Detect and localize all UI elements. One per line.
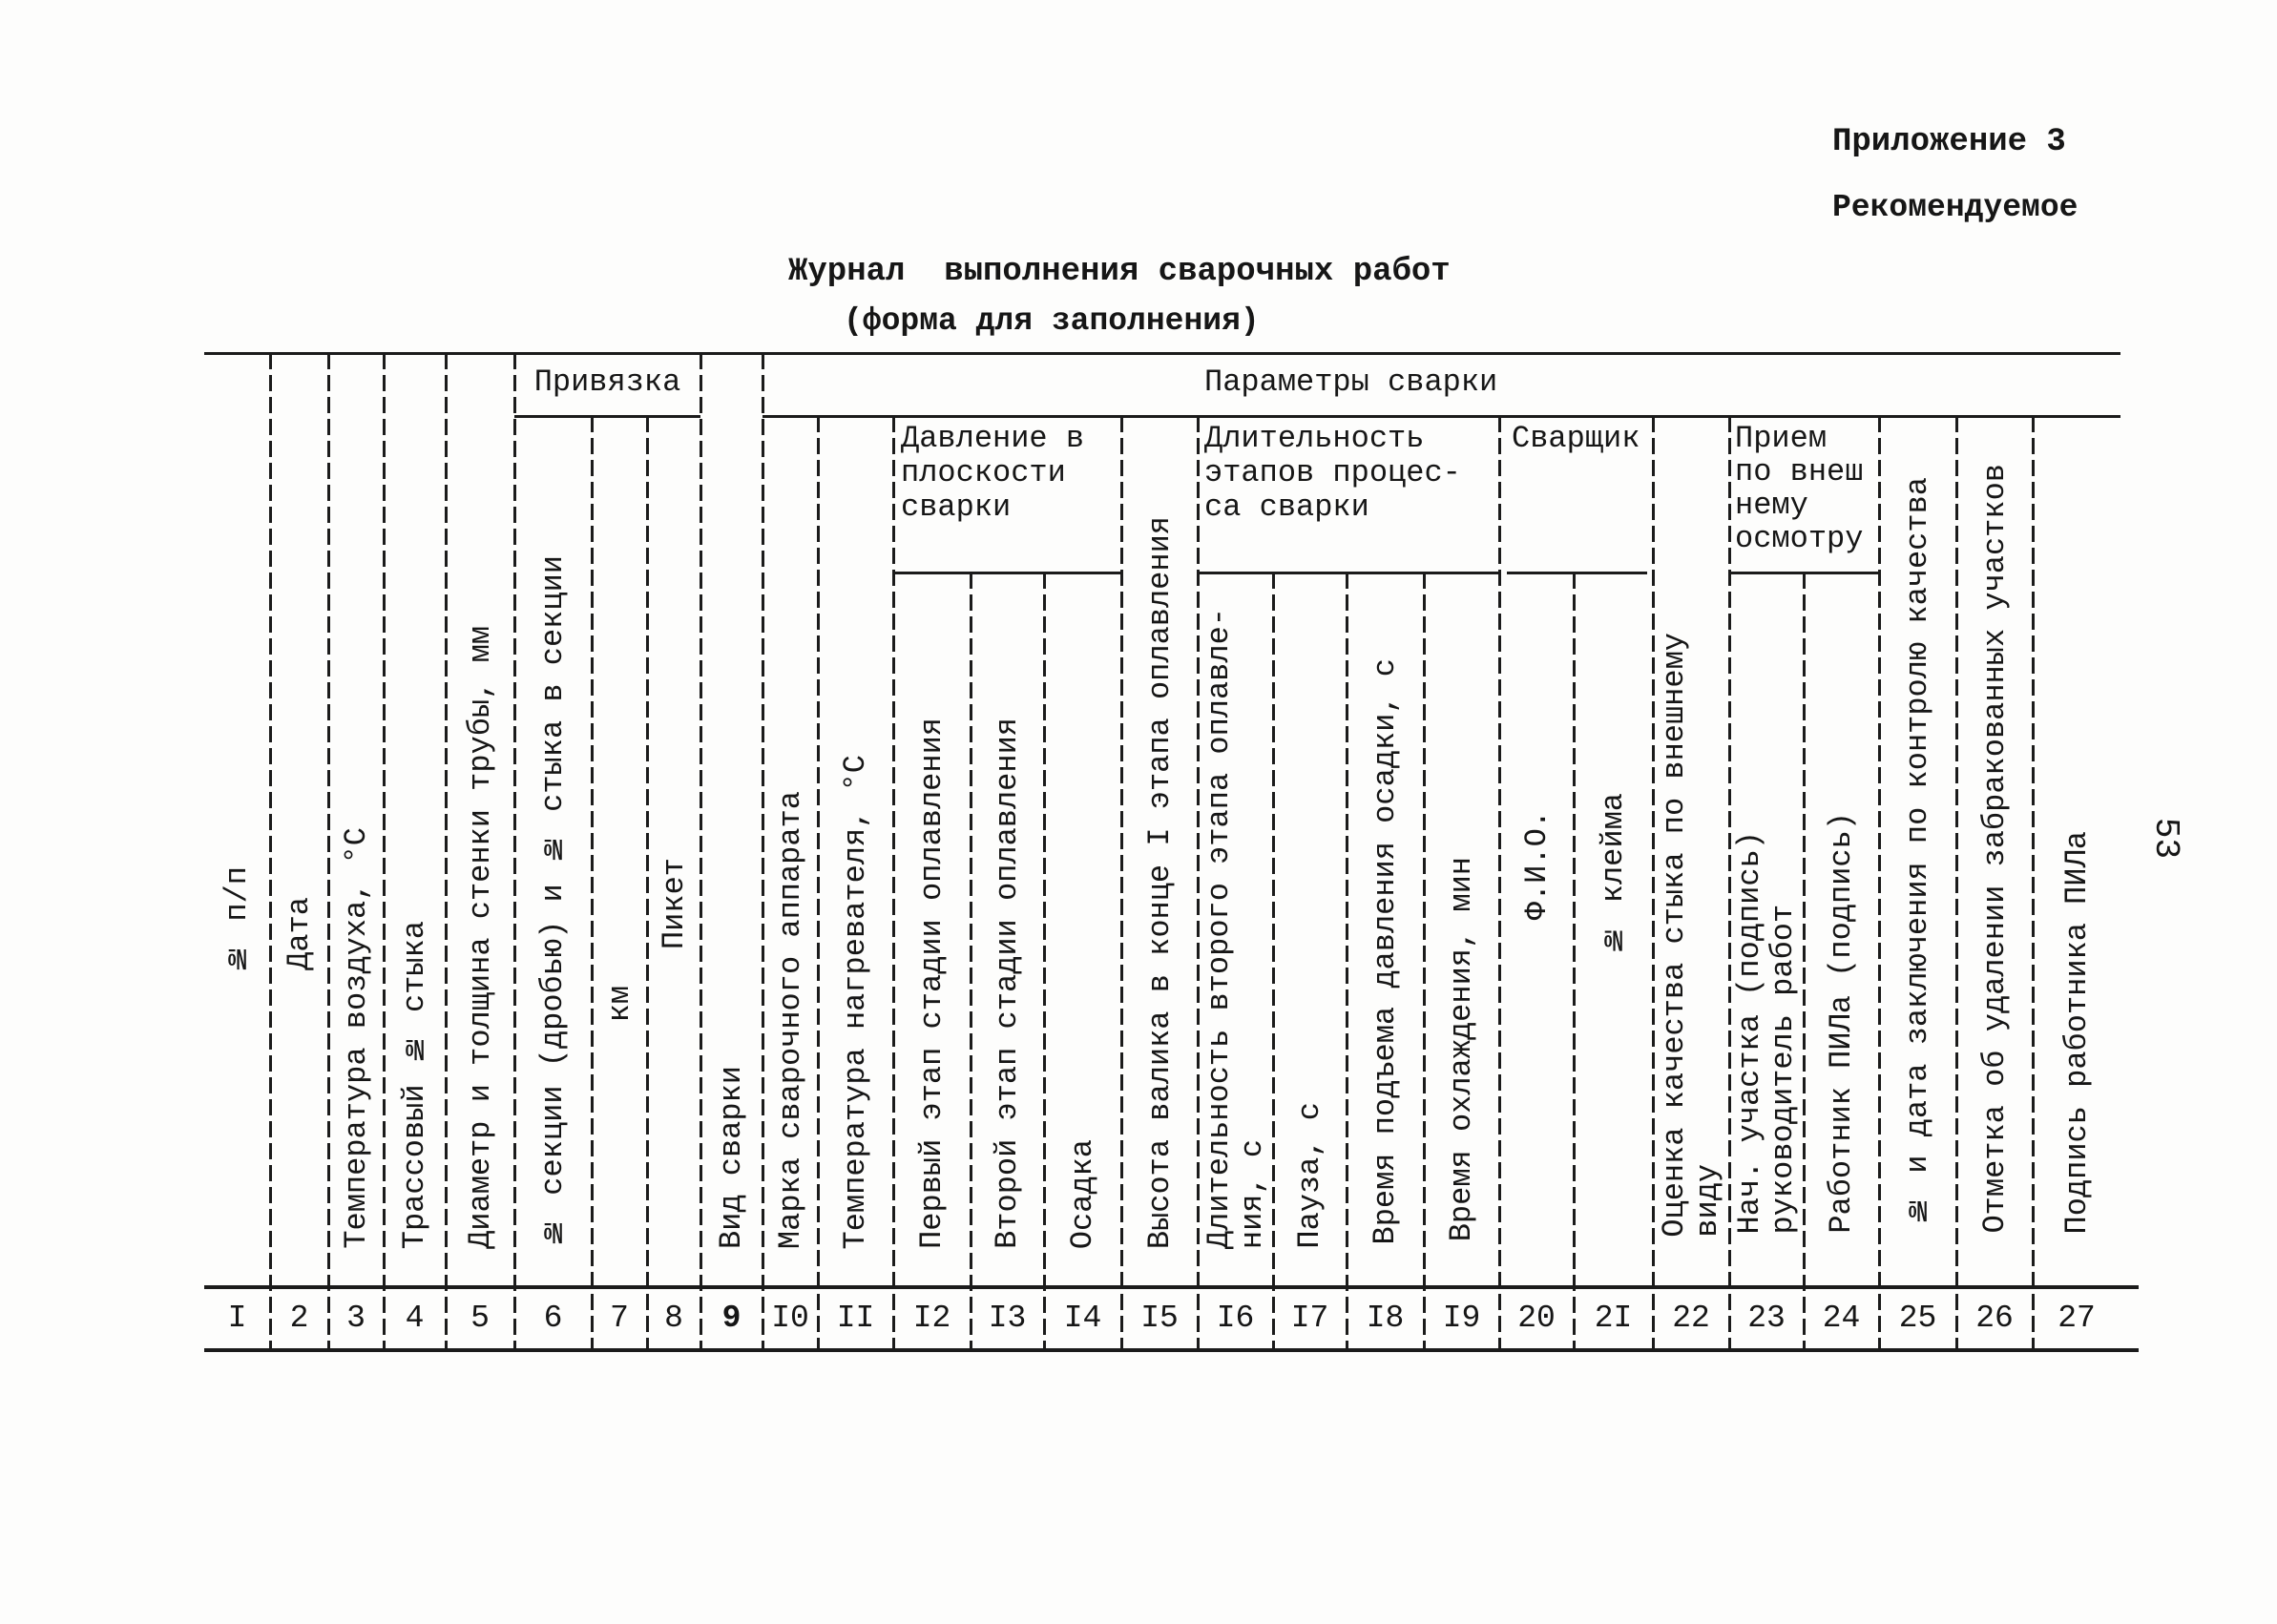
column-number: 9 bbox=[721, 1301, 742, 1336]
visual-acceptance-group-header: Прием по внеш нему осмотру bbox=[1735, 421, 1864, 556]
section-joint-number-header bbox=[514, 416, 592, 1287]
heater-temperature-header bbox=[818, 416, 893, 1287]
column-number: 8 bbox=[664, 1301, 683, 1336]
column-header-label: Марка сварочного аппарата bbox=[772, 790, 808, 1249]
column-header-label: Ф.И.О. bbox=[1518, 809, 1555, 920]
column-header-label: Время охлаждения, мин bbox=[1444, 856, 1479, 1241]
duration-group-header: Длительность этапов процес- са сварки bbox=[1204, 421, 1461, 525]
joint-number-header bbox=[384, 353, 446, 1287]
column-header-label: Температура нагревателя, °С bbox=[838, 754, 873, 1249]
pressure-group-header: Давление в плоскости сварки bbox=[901, 421, 1085, 525]
column-number: 5 bbox=[470, 1301, 490, 1336]
km-header bbox=[592, 416, 647, 1287]
column-header-label: Пауза, с bbox=[1292, 1102, 1327, 1249]
row-number-header bbox=[204, 353, 270, 1287]
appendix-status: Рекомендуемое bbox=[1832, 190, 2079, 225]
column-number: I9 bbox=[1442, 1301, 1481, 1336]
column-header-label: Работник ПИЛа (подпись) bbox=[1824, 812, 1859, 1234]
journal-subtitle: (форма для заполнения) bbox=[844, 303, 1260, 339]
welder-name-header bbox=[1499, 573, 1574, 1287]
column-number: 26 bbox=[1975, 1301, 2014, 1336]
column-number: I6 bbox=[1216, 1301, 1255, 1336]
column-number: 23 bbox=[1747, 1301, 1786, 1336]
site-supervisor-signature-header bbox=[1729, 573, 1804, 1287]
journal-title: Журнал выполнения сварочных работ bbox=[788, 254, 1451, 290]
column-number: I8 bbox=[1366, 1301, 1405, 1336]
column-number: I4 bbox=[1063, 1301, 1102, 1336]
second-stage-duration-header bbox=[1198, 573, 1273, 1287]
column-header-label: Вид сварки bbox=[714, 1065, 749, 1249]
column-header-label: Высота валика в конце I этапа оплавления bbox=[1141, 515, 1178, 1249]
column-number: 2 bbox=[289, 1301, 309, 1336]
column-header-label: Второй этап стадии оплавления bbox=[990, 718, 1025, 1249]
column-header-label: № и дата заключения по контролю качества bbox=[1900, 477, 1935, 1227]
column-number: I bbox=[227, 1301, 247, 1336]
column-header-label: Нач. участка (подпись) руководитель работ bbox=[1732, 830, 1801, 1234]
column-header-label: Дата bbox=[282, 897, 317, 970]
column-header-label: км bbox=[601, 985, 637, 1022]
column-number: I5 bbox=[1140, 1301, 1179, 1336]
welder-group-header: Сварщик bbox=[1512, 421, 1640, 456]
privyazka-group-header: Привязка bbox=[533, 364, 681, 400]
column-number: I3 bbox=[988, 1301, 1027, 1336]
column-number: II bbox=[836, 1301, 875, 1336]
quality-report-header bbox=[1879, 416, 1956, 1287]
welder-stamp-header bbox=[1574, 573, 1653, 1287]
air-temperature-header bbox=[328, 353, 384, 1287]
upset-header bbox=[1044, 573, 1121, 1287]
column-header-label: Время подъема давления осадки, с bbox=[1368, 657, 1403, 1244]
pause-header bbox=[1273, 573, 1347, 1287]
column-header-label: Отметка об удалении забракованных участков bbox=[1976, 464, 2013, 1234]
column-header-label: Трассовый № стыка bbox=[397, 920, 432, 1249]
column-number: 27 bbox=[2058, 1301, 2096, 1336]
second-fusion-stage-header bbox=[971, 573, 1044, 1287]
pipe-diameter-header bbox=[446, 353, 514, 1287]
column-number: 22 bbox=[1672, 1301, 1710, 1336]
lab-worker-signature-header bbox=[1804, 573, 1879, 1287]
column-number: I7 bbox=[1290, 1301, 1329, 1336]
rejected-sections-note-header bbox=[1956, 416, 2033, 1287]
column-header-label: Осадка bbox=[1065, 1138, 1100, 1249]
column-number: 20 bbox=[1517, 1301, 1556, 1336]
column-number: I2 bbox=[912, 1301, 951, 1336]
column-number: 2I bbox=[1594, 1301, 1633, 1336]
column-header-label: Длительность второго этапа оплавле- ния, с bbox=[1201, 607, 1270, 1249]
column-header-label: № секции (дробью) и № стыка в секции bbox=[535, 555, 571, 1249]
column-number: 25 bbox=[1898, 1301, 1937, 1336]
column-header-label: № клейма bbox=[1596, 792, 1631, 956]
column-header-label: № п/п bbox=[219, 866, 255, 975]
column-number: 6 bbox=[543, 1301, 563, 1336]
first-fusion-stage-header bbox=[893, 573, 971, 1287]
column-number: I0 bbox=[771, 1301, 809, 1336]
welding-type-header bbox=[700, 353, 762, 1287]
column-number: 3 bbox=[346, 1301, 366, 1336]
column-number: 7 bbox=[610, 1301, 629, 1336]
visual-quality-header bbox=[1653, 416, 1729, 1287]
column-header-label: Температура воздуха, °С bbox=[338, 827, 374, 1249]
column-header-label: Оценка качества стыка по внешнему виду bbox=[1657, 633, 1725, 1238]
lab-worker-final-signature-header bbox=[2033, 416, 2120, 1287]
welding-machine-model-header bbox=[762, 416, 818, 1287]
column-header-label: Первый этап стадии оплавления bbox=[914, 718, 950, 1249]
page-number: 53 bbox=[2146, 817, 2186, 860]
column-header-label: Подпись работника ПИЛа bbox=[2058, 830, 2095, 1234]
cooling-time-header bbox=[1424, 573, 1499, 1287]
table-bottom-rule bbox=[204, 1348, 2139, 1352]
picket-header bbox=[647, 416, 700, 1287]
column-number: 4 bbox=[405, 1301, 425, 1336]
welding-parameters-group-header: Параметры сварки bbox=[1204, 364, 1498, 400]
appendix-label: Приложение 3 bbox=[1832, 124, 2066, 160]
date-header bbox=[270, 353, 328, 1287]
column-header-label: Диаметр и толщина стенки трубы, мм bbox=[462, 626, 498, 1249]
column-header-label: Пикет bbox=[656, 857, 692, 949]
pressure-rise-time-header bbox=[1347, 573, 1424, 1287]
column-number: 24 bbox=[1822, 1301, 1861, 1336]
bead-height-header bbox=[1121, 416, 1198, 1287]
